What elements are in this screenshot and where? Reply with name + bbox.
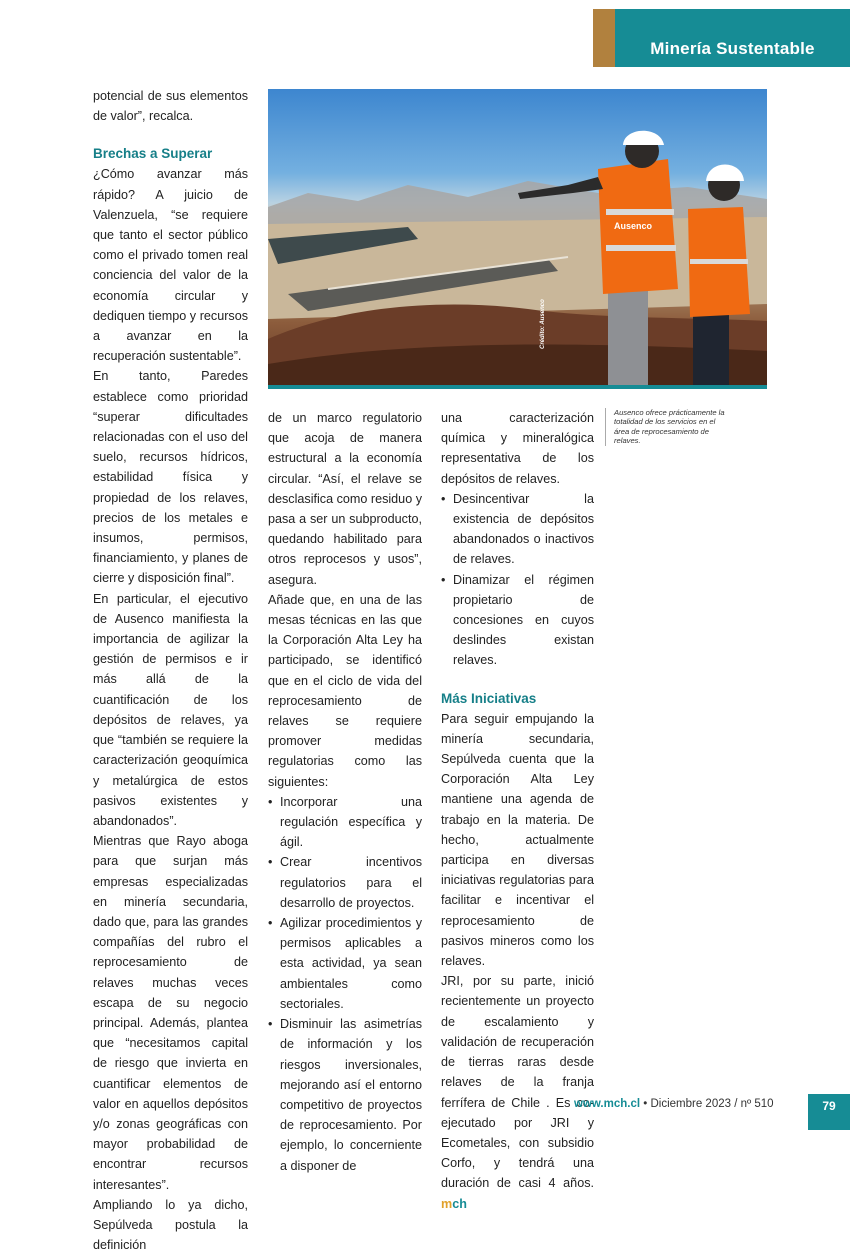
footer	[574, 1098, 774, 1110]
page-number-box	[808, 1094, 850, 1130]
paragraph: Para seguir empujando la minería secundaria, Sepúlveda cuenta que la Corporación Alta Ley mantiene una agenda de trabajo en la materia. De hecho, actualmente participa en diversas iniciativas regulatorias para facilitar e incentivar el reprocesamiento de pasivos mineros como los relaves.	[441, 711, 594, 969]
subheading: Más Iniciativas	[441, 690, 537, 706]
paragraph: potencial de sus elementos de valor”, recalca.	[93, 89, 248, 124]
paragraph: de un marco regulatorio que acoja de manera estructural a la economía circular. “Así, el relave se desclasifica como residuo y pasa a ser un subproducto, quedando habilitado para otros reprocesos y usos”, asegura.	[268, 411, 422, 587]
vest-label: Ausenco	[614, 221, 653, 231]
paragraph: Mientras que Rayo aboga para que surjan más empresas especializadas en minería secundaria, dado que, para las grandes compañías del rubro el reprocesamiento de relaves muchas veces escapa de su negocio principal. Además, plantea que “necesitamos capital de riesgo que invierta en cuantificar elementos de valor en aquellos depósitos y/o zonas geográficas con mayor probabilidad de encontrar recursos interesantes”.	[93, 834, 248, 1192]
text-column-3	[441, 408, 594, 1214]
paragraph-text: JRI, por su parte, inició recientemente un proyecto de escalamiento y validación de recuperación de tierras raras desde relaves de la franja ferrífera de Chile . Es co-ejecutado por JRI y Ecometales, con subsidio Corfo, y tendrá una duración de casi 4 años.	[441, 974, 594, 1191]
footer-url[interactable]: www.mch.cl	[574, 1098, 641, 1110]
text-column-1	[93, 86, 248, 1255]
photo-illustration	[268, 89, 767, 389]
list-item: • Crear incentivos regulatorios para el desarrollo de proyectos.	[268, 852, 422, 913]
list-item: • Disminuir las asimetrías de información y los riesgos inversionales, mejorando así el entorno competitivo de proyectos de reprocesamiento. Por ejemplo, lo concerniente a disponer de	[268, 1014, 422, 1176]
footer-issue: • Diciembre 2023 / nº 510	[640, 1098, 774, 1110]
photo-caption: Ausenco ofrece prácticamente la totalidad de los servicios en el área de reprocesamiento de relaves.	[605, 408, 732, 446]
header-accent-tab	[593, 9, 615, 67]
page-number: 79	[822, 1099, 836, 1113]
bullet-list	[441, 489, 594, 671]
subheading: Brechas a Superar	[93, 146, 213, 162]
mch-logo-ch: ch	[452, 1196, 467, 1211]
list-item: • Agilizar procedimientos y permisos aplicables a esta actividad, ya sean ambientales como sectoriales.	[268, 913, 422, 1014]
section-title: Minería Sustentable	[650, 39, 815, 58]
list-item: • Incorporar una regulación específica y ágil.	[268, 792, 422, 853]
paragraph: ¿Cómo avanzar más rápido? A juicio de Valenzuela, “se requiere que tanto el sector público como el privado tomen real conciencia del valor de la economía circular y dediquen tiempo y recursos a avanzar en la recuperación sustentable”.	[93, 167, 248, 364]
photo-credit: Crédito: Ausenco	[540, 299, 546, 349]
mch-logo-m: m	[441, 1196, 453, 1211]
paragraph: En tanto, Paredes establece como prioridad “superar dificultades relacionadas con el uso del suelo, recursos hídricos, estabilidad física y propiedad de los relaves, precios de los metales e insumos, permisos, financiamiento, y planes de cierre y disposición final”.	[93, 369, 248, 586]
article-photo	[268, 89, 767, 389]
bullet-list	[268, 792, 422, 1176]
list-item: • Desincentivar la existencia de depósitos abandonados o inactivos de relaves.	[441, 489, 594, 570]
paragraph: En particular, el ejecutivo de Ausenco manifiesta la importancia de agilizar la gestión de permisos e ir más allá de la cuantificación de los depósitos de relaves, ya que “también se requiere la caracterización geoquímica y metalúrgica de estos pasivos existentes y abandonados”.	[93, 591, 248, 828]
photo-accent-bar	[268, 385, 767, 389]
paragraph: Añade que, en una de las mesas técnicas en las que la Corporación Alta Ley ha participado, se identificó que en el ciclo de vida del reprocesamiento de relaves se requiere promover medidas regulatorias como las siguientes:	[268, 592, 422, 789]
paragraph: una caracterización química y mineralógica representativa de los depósitos de relaves.	[441, 411, 594, 486]
text-column-2	[268, 408, 422, 1176]
paragraph	[441, 971, 594, 1213]
list-item: • Dinamizar el régimen propietario de concesiones en cuyos deslindes existan relaves.	[441, 570, 594, 671]
section-header	[615, 9, 850, 67]
paragraph: Ampliando lo ya dicho, Sepúlveda postula la definición	[93, 1197, 248, 1253]
